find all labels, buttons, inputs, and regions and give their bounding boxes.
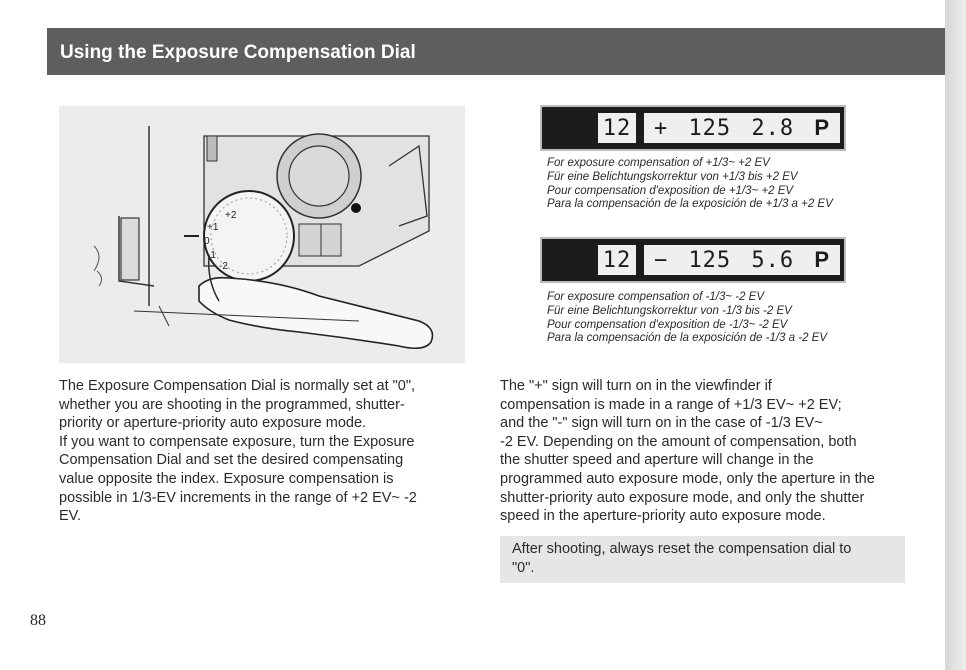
page-title: Using the Exposure Compensation Dial	[60, 42, 416, 63]
viewfinder-display-plus	[540, 105, 846, 151]
right-paragraph-line: and the "-" sign will turn on in the case of -1/3 EV~	[500, 415, 823, 432]
left-paragraph-line: possible in 1/3-EV increments in the range of +2 EV~ -2	[59, 489, 417, 506]
caption-line: Pour compensation d'exposition de -1/3~ -2 EV	[547, 318, 788, 331]
left-paragraph-line: priority or aperture-priority auto exposure mode.	[59, 415, 367, 432]
right-paragraph-line: speed in the aperture-priority auto exposure mode.	[500, 508, 826, 525]
caption-line: Para la compensación de la exposición de -1/3 a -2 EV	[547, 332, 827, 345]
shutter-speed: 125	[688, 247, 732, 273]
aperture-value: 5.6	[751, 247, 795, 273]
caption-line: Für eine Belichtungskorrektur von +1/3 bis +2 EV	[547, 170, 798, 183]
left-paragraph-line: Compensation Dial and set the desired compensating	[59, 452, 404, 469]
viewfinder-readout	[644, 113, 840, 143]
note-line: After shooting, always reset the compensation dial to	[512, 541, 852, 557]
right-paragraph-line: programmed auto exposure mode, only the aperture in the	[500, 470, 875, 487]
mode-indicator: P	[814, 115, 830, 140]
right-paragraph-line: -2 EV. Depending on the amount of compensation, both	[500, 433, 857, 450]
dial-label-zero: 0	[204, 236, 210, 247]
dial-label-minus2: -2	[219, 261, 228, 272]
dial-illustration	[59, 106, 465, 363]
left-paragraph-line: value opposite the index. Exposure compensation is	[59, 470, 394, 487]
page-number: 88	[30, 612, 46, 629]
dial-label-plus1: +1	[207, 222, 219, 233]
caption-plus	[547, 157, 833, 212]
note-text	[512, 540, 851, 577]
shutter-speed: 125	[688, 115, 732, 141]
left-paragraph-line: EV.	[59, 508, 82, 525]
frame-counter: 12	[598, 113, 636, 143]
aperture-value: 2.8	[751, 115, 795, 141]
right-paragraph-line: compensation is made in a range of +1/3 EV~ +2 EV;	[500, 396, 842, 413]
left-paragraph-line: The Exposure Compensation Dial is normally set at "0",	[59, 378, 416, 394]
left-paragraph	[59, 377, 417, 526]
dial-label-minus1: -1	[207, 250, 216, 261]
caption-line: Für eine Belichtungskorrektur von -1/3 bis -2 EV	[547, 304, 792, 317]
left-paragraph-line: whether you are shooting in the programmed, shutter-	[59, 396, 405, 413]
caption-line: For exposure compensation of +1/3~ +2 EV	[547, 157, 770, 169]
compensation-sign: +	[654, 115, 669, 141]
caption-line: Para la compensación de la exposición de +1/3 a +2 EV	[547, 198, 833, 211]
viewfinder-readout	[644, 245, 840, 275]
left-paragraph-line: If you want to compensate exposure, turn the Exposure	[59, 433, 415, 450]
caption-line: For exposure compensation of -1/3~ -2 EV	[547, 291, 765, 303]
frame-counter: 12	[598, 245, 636, 275]
caption-line: Pour compensation d'exposition de +1/3~ +2 EV	[547, 184, 794, 197]
dial-label-plus2: +2	[225, 210, 237, 221]
note-line: "0".	[512, 559, 535, 576]
right-paragraph-line: the shutter speed and aperture will change in the	[500, 452, 814, 469]
caption-minus	[547, 291, 827, 346]
camera-dial-drawing	[59, 106, 465, 363]
right-paragraph-line: The "+" sign will turn on in the viewfinder if	[500, 378, 772, 394]
right-paragraph	[500, 377, 875, 526]
viewfinder-display-minus	[540, 237, 846, 283]
right-paragraph-line: shutter-priority auto exposure mode, and only the shutter	[500, 489, 865, 506]
compensation-sign: −	[654, 247, 669, 273]
mode-indicator: P	[814, 247, 830, 272]
page-edge-shadow	[945, 0, 966, 670]
